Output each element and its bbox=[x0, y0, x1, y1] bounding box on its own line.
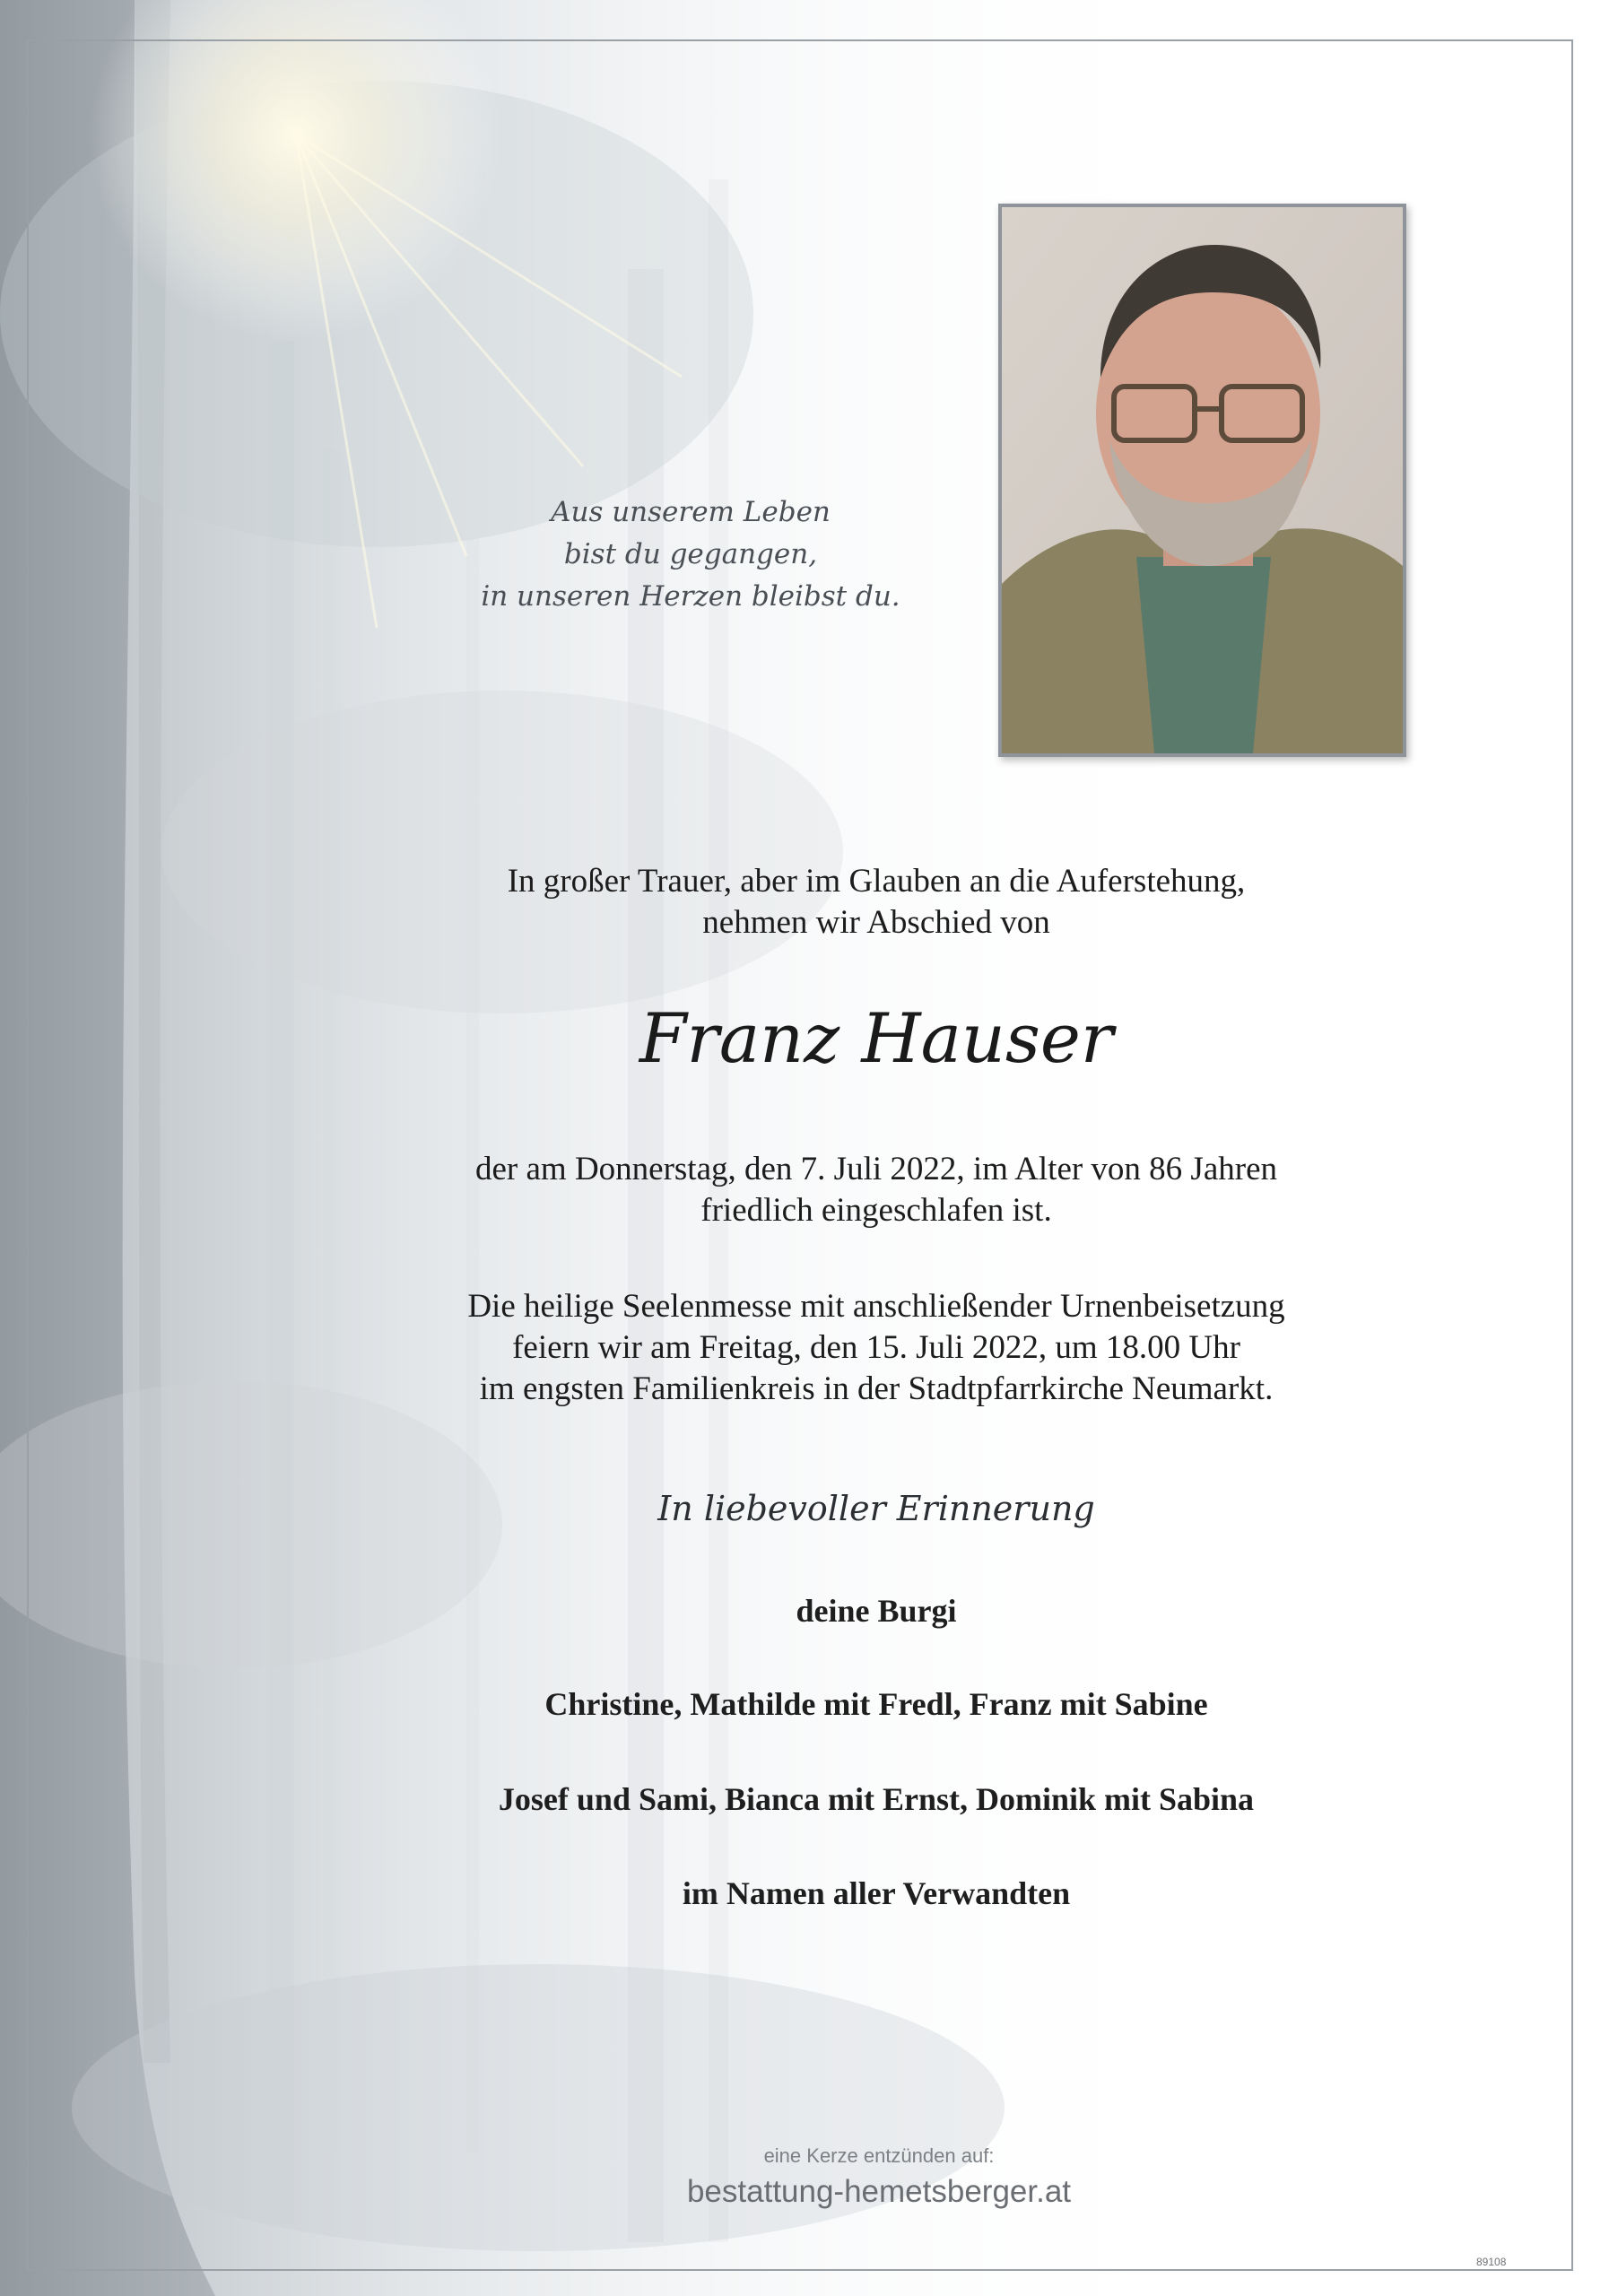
family-line-4: im Namen aller Verwandten bbox=[682, 1875, 1071, 1911]
service-notice bbox=[361, 1286, 1392, 1410]
intro-line-2: nehmen wir Abschied von bbox=[702, 904, 1050, 941]
intro-text bbox=[361, 861, 1392, 944]
service-line-1: Die heilige Seelenmesse mit anschließender Urnenbeisetzung bbox=[467, 1288, 1285, 1325]
portrait-photo bbox=[1002, 207, 1403, 753]
family-line-3: Josef und Sami, Bianca mit Ernst, Dominik mit Sabina bbox=[498, 1781, 1255, 1817]
print-code: 89108 bbox=[1476, 2256, 1507, 2268]
death-line-1: der am Donnerstag, den 7. Juli 2022, im Alter von 86 Jahren bbox=[475, 1151, 1277, 1187]
service-line-2: feiern wir am Freitag, den 15. Juli 2022, um 18.00 Uhr bbox=[512, 1329, 1240, 1366]
quote-line-1: Aus unserem Leben bbox=[551, 496, 831, 528]
candle-label: eine Kerze entzünden auf: bbox=[763, 2144, 995, 2167]
family-line-1: deine Burgi bbox=[796, 1593, 957, 1629]
death-notice bbox=[361, 1149, 1392, 1231]
family-line-2: Christine, Mathilde mit Fredl, Franz mit Sabine bbox=[544, 1686, 1208, 1722]
candle-website-link[interactable]: bestattung-hemetsberger.at bbox=[686, 2174, 1072, 2209]
death-line-2: friedlich eingeschlafen ist. bbox=[700, 1192, 1052, 1229]
deceased-name: Franz Hauser bbox=[639, 998, 1114, 1078]
service-line-3: im engsten Familienkreis in der Stadtpfarrkirche Neumarkt. bbox=[479, 1370, 1274, 1407]
memory-line: In liebevoller Erinnerung bbox=[657, 1489, 1095, 1528]
memorial-quote bbox=[422, 491, 960, 618]
portrait-photo-frame bbox=[998, 204, 1406, 757]
quote-line-2: bist du gegangen, bbox=[563, 538, 818, 570]
intro-line-1: In großer Trauer, aber im Glauben an die Auferstehung, bbox=[507, 863, 1246, 900]
quote-line-3: in unseren Herzen bleibst du. bbox=[481, 580, 900, 613]
